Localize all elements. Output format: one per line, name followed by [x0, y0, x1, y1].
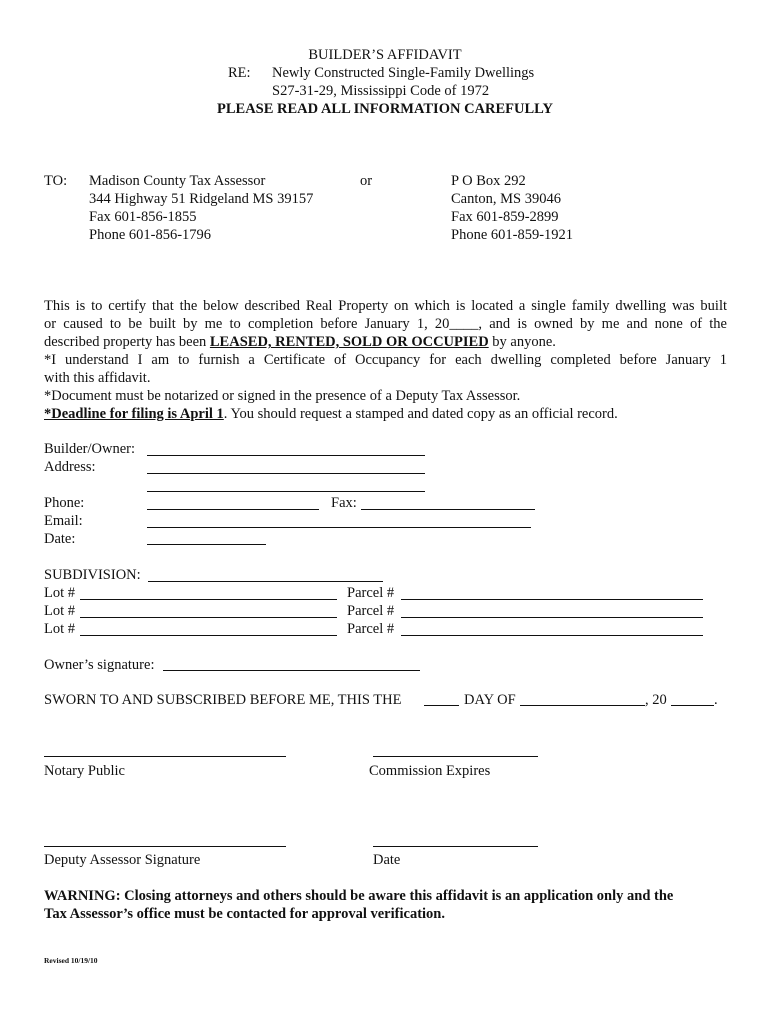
phone-line[interactable] [147, 509, 319, 510]
parcel-line-3[interactable] [401, 635, 703, 636]
canton-phone: Phone 601-859-1921 [451, 227, 574, 243]
sworn-month-line[interactable] [520, 705, 645, 706]
cert-row-1: This is to certify that the below described Real Property on which is located a single family dwelling was built [44, 298, 727, 314]
address-label: Address: [44, 459, 96, 475]
canton-fax: Fax 601-859-2899 [451, 209, 559, 225]
notary-signature-line[interactable] [44, 756, 286, 757]
canton-address: Canton, MS 39046 [451, 191, 561, 207]
revised-date: Revised 10/19/10 [44, 956, 98, 965]
lot-line-3[interactable] [80, 635, 337, 636]
assessor-fax: Fax 601-856-1855 [89, 209, 197, 225]
warning-line-2: Tax Assessor’s office must be contacted for approval verification. [44, 906, 445, 922]
warning-line-1: WARNING: Closing attorneys and others should be aware this affidavit is an application only and the [44, 888, 674, 904]
deputy-date-label: Date [373, 852, 401, 868]
date-line[interactable] [147, 544, 266, 545]
address-line-2[interactable] [147, 491, 425, 492]
lot-label-1: Lot # [44, 585, 76, 601]
builder-owner-label: Builder/Owner: [44, 441, 136, 457]
email-label: Email: [44, 513, 83, 529]
lot-line-2[interactable] [80, 617, 337, 618]
assessor-name: Madison County Tax Assessor [89, 173, 266, 189]
cert-row-3-end: by anyone. [488, 334, 556, 350]
or-text: or [360, 173, 373, 189]
sworn-text-2: DAY OF [464, 692, 516, 708]
parcel-label-2: Parcel # [347, 603, 395, 619]
commission-expires-line[interactable] [373, 756, 538, 757]
cert-row-3-text: described property has been [44, 334, 207, 350]
assessor-address: 344 Highway 51 Ridgeland MS 39157 [89, 191, 314, 207]
certification-paragraph [44, 297, 727, 423]
notarized-note: *Document must be notarized or signed in the presence of a Deputy Tax Assessor. [44, 388, 521, 404]
deputy-date-line[interactable] [373, 846, 538, 847]
deadline-emphasis: *Deadline for filing is April 1 [44, 406, 224, 422]
sworn-day-line[interactable] [424, 705, 459, 706]
sworn-text-1: SWORN TO AND SUBSCRIBED BEFORE ME, THIS THE [44, 692, 402, 708]
fax-label: Fax: [331, 495, 357, 511]
lot-line-1[interactable] [80, 599, 337, 600]
re-label: RE: [228, 65, 251, 81]
owners-signature-line[interactable] [163, 670, 420, 671]
sworn-text-4: . [714, 692, 718, 708]
occupancy-row-2: with this affidavit. [44, 370, 151, 386]
sworn-year-line[interactable] [671, 705, 714, 706]
owners-signature-label: Owner’s signature: [44, 657, 155, 673]
date-label: Date: [44, 531, 76, 547]
parcel-line-2[interactable] [401, 617, 703, 618]
parcel-label-3: Parcel # [347, 621, 395, 637]
deputy-signature-line[interactable] [44, 846, 286, 847]
form-title: BUILDER’S AFFIDAVIT [308, 47, 462, 63]
deadline-rest: . You should request a stamped and dated copy as an official record. [223, 406, 618, 422]
lot-label-2: Lot # [44, 603, 76, 619]
builder-owner-line[interactable] [147, 455, 425, 456]
email-line[interactable] [147, 527, 531, 528]
cert-row-3 [44, 333, 727, 351]
re-line-2: S27-31-29, Mississippi Code of 1972 [272, 83, 490, 99]
to-label: TO: [44, 173, 68, 189]
lot-label-3: Lot # [44, 621, 76, 637]
subdivision-line[interactable] [148, 581, 383, 582]
deadline-note [44, 405, 727, 423]
address-line-1[interactable] [147, 473, 425, 474]
phone-label: Phone: [44, 495, 85, 511]
occupancy-row-1: *I understand I am to furnish a Certificate of Occupancy for each dwelling completed before January 1 [44, 352, 727, 368]
deputy-assessor-label: Deputy Assessor Signature [44, 852, 201, 868]
re-line-1: Newly Constructed Single-Family Dwellings [272, 65, 535, 81]
sworn-text-3: , 20 [645, 692, 667, 708]
fax-line[interactable] [361, 509, 535, 510]
commission-expires-label: Commission Expires [369, 763, 491, 779]
parcel-line-1[interactable] [401, 599, 703, 600]
parcel-label-1: Parcel # [347, 585, 395, 601]
notary-public-label: Notary Public [44, 763, 125, 779]
assessor-phone: Phone 601-856-1796 [89, 227, 212, 243]
cert-row-2: or caused to be built by me to completion before January 1, 20____, and is owned by me and none of the [44, 316, 727, 332]
leased-rented-emphasis: LEASED, RENTED, SOLD OR OCCUPIED [209, 334, 489, 350]
subdivision-label: SUBDIVISION: [44, 567, 141, 583]
read-carefully-notice: PLEASE READ ALL INFORMATION CAREFULLY [217, 101, 553, 117]
po-box: P O Box 292 [451, 173, 526, 189]
